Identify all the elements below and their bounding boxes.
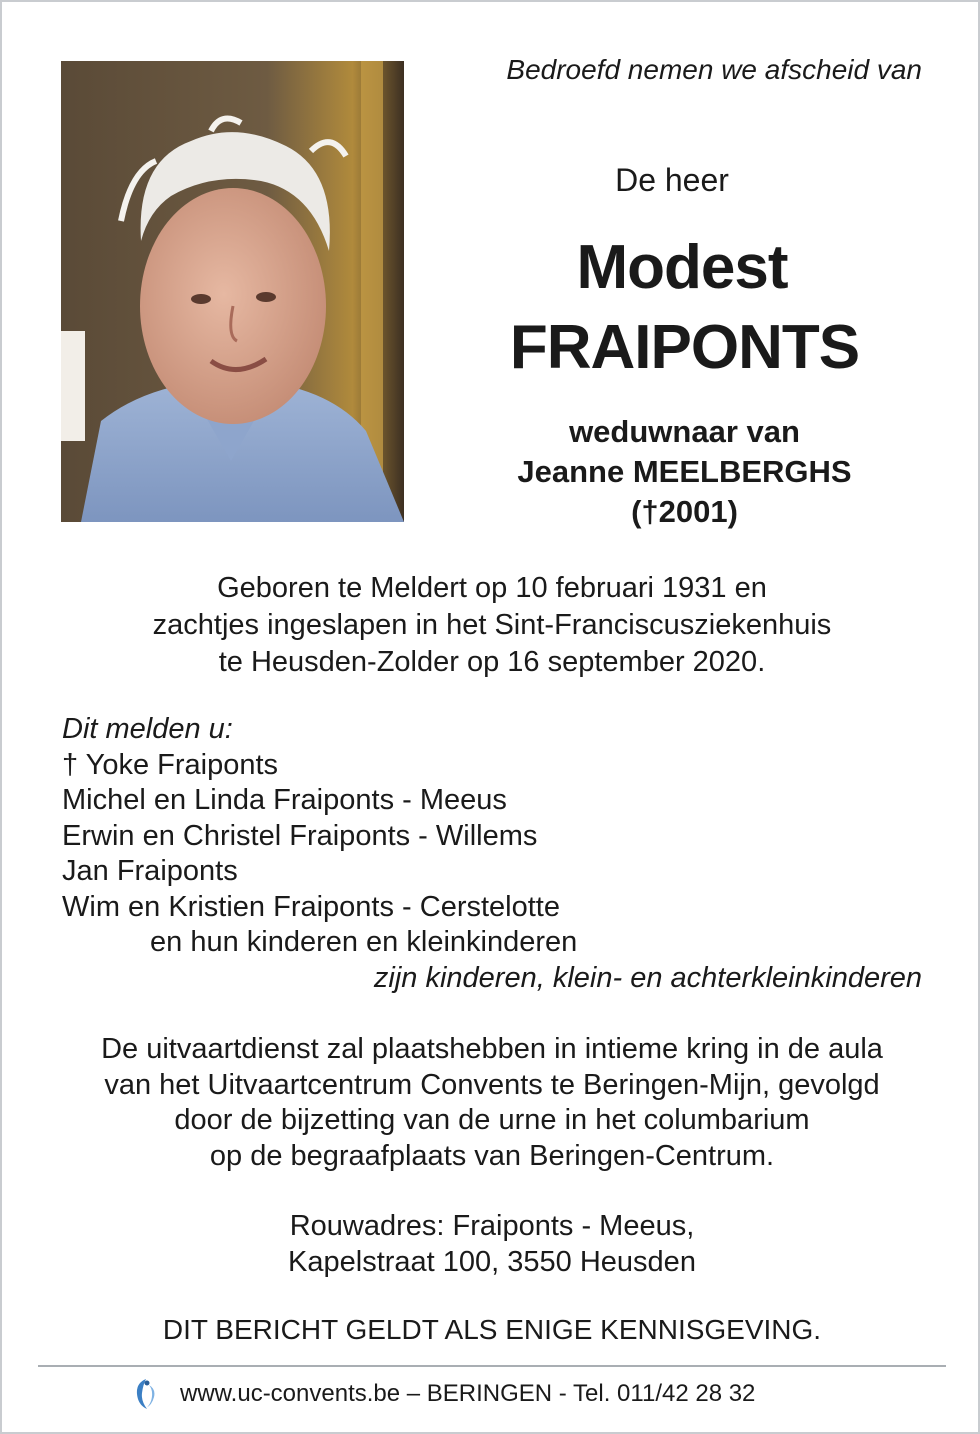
- family-member: Michel en Linda Fraiponts - Meeus: [62, 784, 507, 816]
- address-line: Kapelstraat 100, 3550 Heusden: [288, 1245, 696, 1278]
- spouse-line-1: weduwnaar van: [569, 414, 800, 449]
- deceased-first-name: Modest: [576, 233, 788, 302]
- service-line: van het Uitvaartcentrum Convents te Beringen-Mijn, gevolgd: [104, 1068, 880, 1101]
- service-line: op de begraafplaats van Beringen-Centrum.: [209, 1139, 775, 1172]
- footer-contact[interactable]: www.uc-convents.be – BERINGEN - Tel. 011/42 28 32: [180, 1380, 756, 1407]
- footer: [132, 1376, 892, 1412]
- family-heading: Dit melden u:: [62, 713, 233, 745]
- family-list: [62, 712, 932, 996]
- portrait-illustration: [61, 61, 404, 522]
- mourning-address: [42, 1209, 942, 1280]
- funeral-service-info: [42, 1032, 942, 1174]
- family-grandchildren-line: en hun kinderen en kleinkinderen: [150, 926, 578, 958]
- birth-line: zachtjes ingeslapen in het Sint-Franciscusziekenhuis: [152, 609, 832, 641]
- family-closing-line: zijn kinderen, klein- en achterkleinkinderen: [373, 961, 922, 994]
- address-line: Rouwadres: Fraiponts - Meeus,: [289, 1210, 695, 1242]
- spouse-line-3: (†2001): [631, 494, 738, 529]
- family-member: Wim en Kristien Fraiponts - Cerstelotte: [62, 890, 560, 923]
- family-member: Erwin en Christel Fraiponts - Willems: [62, 819, 538, 852]
- birth-line: Geboren te Meldert op 10 februari 1931 en: [217, 572, 767, 604]
- footer-divider: [38, 1365, 946, 1367]
- service-line: De uitvaartdienst zal plaatshebben in intieme kring in de aula: [101, 1033, 883, 1065]
- service-line: door de bijzetting van de urne in het columbarium: [174, 1104, 810, 1136]
- birth-line: te Heusden-Zolder op 16 september 2020.: [218, 646, 766, 678]
- spouse-info: [432, 412, 937, 532]
- intro-text: Bedroefd nemen we afscheid van: [506, 54, 922, 85]
- portrait-photo: [61, 61, 404, 522]
- spouse-line-2: Jeanne MEELBERGHS: [517, 454, 852, 489]
- family-member: Jan Fraiponts: [62, 855, 238, 887]
- honorific-title: De heer: [615, 162, 729, 198]
- funeral-home-logo-icon: [132, 1377, 158, 1411]
- birth-death-info: [62, 570, 922, 681]
- official-notice: DIT BERICHT GELDT ALS ENIGE KENNISGEVING.: [162, 1314, 822, 1345]
- family-member: † Yoke Fraiponts: [62, 748, 279, 781]
- deceased-last-name: FRAIPONTS: [509, 313, 860, 382]
